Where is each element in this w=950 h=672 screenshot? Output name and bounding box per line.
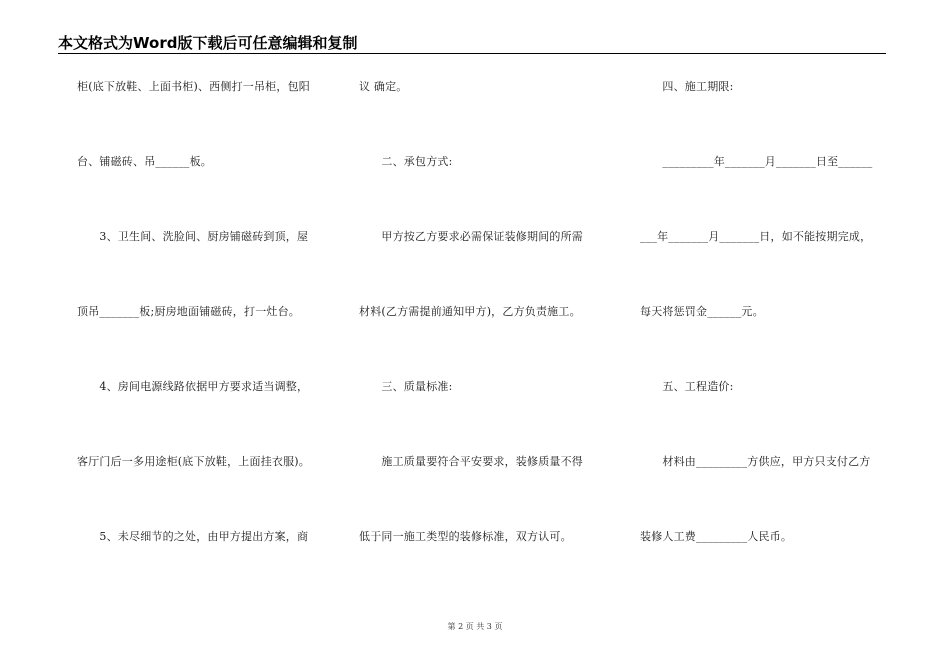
col1-line-1: 柜(底下放鞋、上面书柜)、西侧打一吊柜，包阳 bbox=[77, 80, 310, 93]
col2-line-2: 二、承包方式: bbox=[359, 155, 453, 168]
col3-line-3: ___年_______月_______日，如不能按期完成， bbox=[640, 230, 872, 243]
col2-line-7: 低于同一施工类型的装修标准，双方认可。 bbox=[359, 530, 572, 543]
col3-line-4: 每天将惩罚金______元。 bbox=[640, 305, 764, 318]
col1-line-5: 4、房间电源线路依据甲方要求适当调整， bbox=[77, 380, 309, 393]
col1-line-2: 台、铺磁砖、吊______板。 bbox=[77, 155, 212, 168]
col1-line-6: 客厅门后一多用途柜(底下放鞋，上面挂衣服)。 bbox=[77, 455, 310, 468]
col3-line-2: _________年_______月_______日至______ bbox=[640, 155, 873, 168]
col3-line-1: 四、施工期限: bbox=[640, 80, 734, 93]
col3-line-7: 装修人工费_________人民币。 bbox=[640, 530, 793, 543]
col3-line-5: 五、工程造价: bbox=[640, 380, 734, 393]
col2-line-4: 材料(乙方需提前通知甲方)，乙方负责施工。 bbox=[359, 305, 581, 318]
page-number-indicator: 第 2 页 共 3 页 bbox=[447, 622, 503, 631]
col2-line-1: 议 确定。 bbox=[359, 80, 408, 93]
col2-line-5: 三、质量标准: bbox=[359, 380, 453, 393]
col1-line-3: 3、卫生间、洗脸间、厨房铺磁砖到顶，屋 bbox=[77, 230, 309, 243]
col2-line-3: 甲方按乙方要求必需保证装修期间的所需 bbox=[359, 230, 583, 243]
col1-line-4: 顶吊_______板;厨房地面铺磁砖，打一灶台。 bbox=[77, 305, 301, 318]
col3-line-6: 材料由_________方供应，甲方只支付乙方 bbox=[640, 455, 871, 468]
col1-line-7: 5、未尽细节的之处，由甲方提出方案，商 bbox=[77, 530, 309, 543]
col2-line-6: 施工质量要符合平安要求，装修质量不得 bbox=[359, 455, 583, 468]
header-divider bbox=[58, 53, 886, 54]
document-header-title: 本文格式为Word版下载后可任意编辑和复制 bbox=[58, 34, 358, 52]
